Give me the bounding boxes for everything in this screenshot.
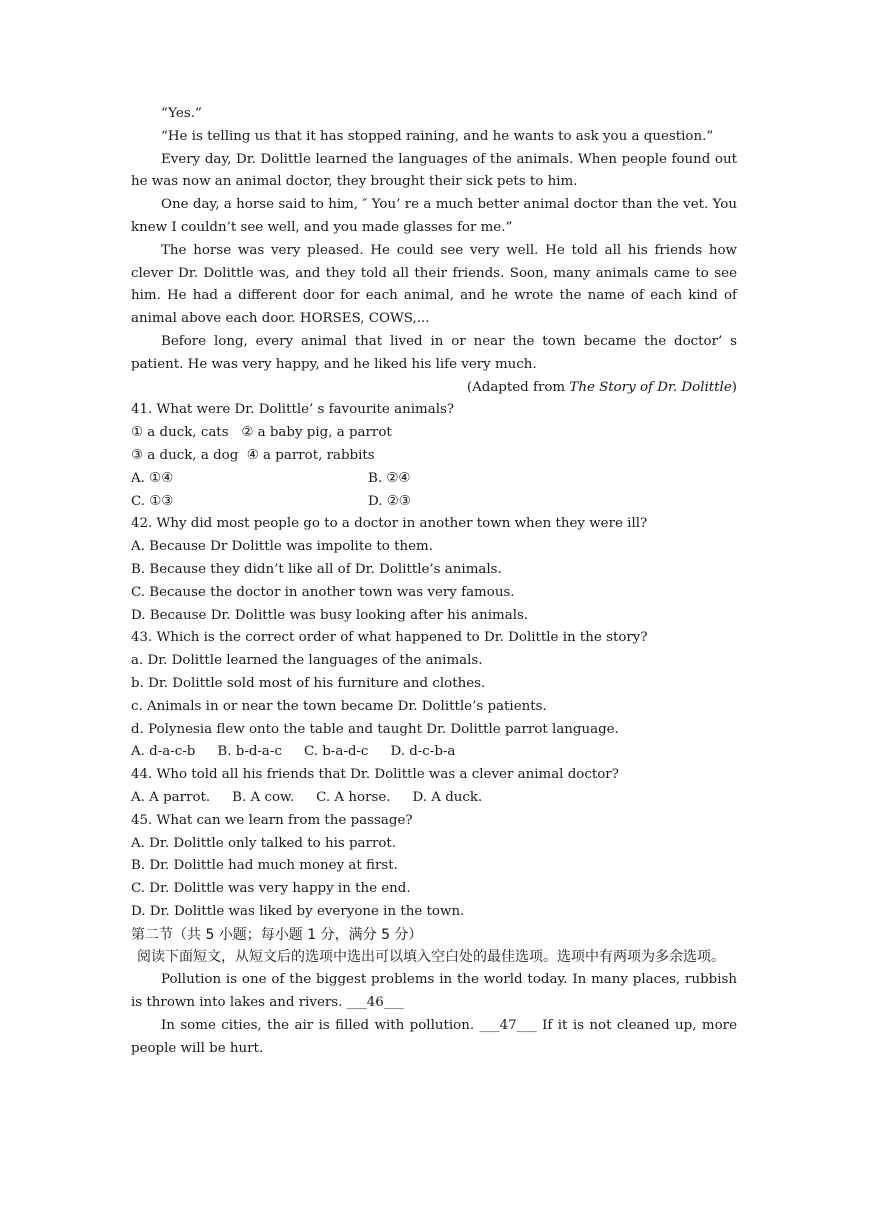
section-instruction: 阅读下面短文，从短文后的选项中选出可以填入空白处的最佳选项。选项中有两项为多余选项。 — [137, 949, 725, 966]
paragraph: Pollution is one of the biggest problems in the world today. In many places, rubbish is thrown into lakes and rivers. ___46___ — [131, 972, 737, 1011]
option-d: D. Because Dr. Dolittle was busy looking after his animals. — [131, 607, 529, 623]
option-b: B. Dr. Dolittle had much money at first. — [131, 858, 398, 874]
paragraph: The horse was very pleased. He could see very well. He told all his friends how clever Dr. Dolittle was, and they told all their friends. Soon, many animals came to see him. He had a different door for each animal, and he wrote the name of each kind of animal above each door. HORSES, COWS,... — [131, 242, 737, 327]
question-42-stem: 42. Why did most people go to a doctor in another town when they were ill? — [131, 516, 648, 532]
option-b: B. b-d-a-c — [217, 744, 282, 760]
question-41-choice-line: ③ a duck, a dog ④ a parrot, rabbits — [131, 447, 375, 463]
option-c: C. Because the doctor in another town was very famous. — [131, 584, 515, 600]
question-43-options — [131, 741, 737, 764]
event-d: d. Polynesia flew onto the table and taught Dr. Dolittle parrot language. — [131, 721, 619, 737]
option-d: D. A duck. — [412, 789, 483, 805]
event-b: b. Dr. Dolittle sold most of his furniture and clothes. — [131, 675, 486, 691]
paragraph: “Yes.” — [161, 106, 202, 121]
paragraph: One day, a horse said to him, ″ You’ re a much better animal doctor than the vet. You knew I couldn’t see well, and you made glasses for me.” — [131, 197, 737, 235]
option-a: A. ①④ — [131, 470, 174, 486]
section-heading: 第二节（共 5 小题；每小题 1 分，满分 5 分） — [131, 926, 423, 943]
question-41-options — [131, 491, 737, 514]
source-citation: (Adapted from The Story of Dr. Dolittle) — [466, 379, 737, 395]
option-a: A. Dr. Dolittle only talked to his parrot. — [131, 835, 397, 851]
event-c: c. Animals in or near the town became Dr. Dolittle’s patients. — [131, 698, 547, 714]
source-title: The Story of Dr. Dolittle — [569, 379, 732, 395]
option-d: D. d-c-b-a — [390, 744, 456, 760]
paragraph: Before long, every animal that lived in or near the town became the doctor’ s patient. He was very happy, and he liked his life very much. — [131, 333, 737, 372]
question-41-stem: 41. What were Dr. Dolittle’ s favourite animals? — [131, 402, 455, 418]
document-page — [131, 103, 737, 1060]
option-c: C. ①③ — [131, 493, 174, 509]
paragraph: Every day, Dr. Dolittle learned the languages of the animals. When people found out he was now an animal doctor, they brought their sick pets to him. — [131, 151, 737, 190]
question-41-choice-line: ① a duck, cats ② a baby pig, a parrot — [131, 425, 392, 441]
option-c: C. A horse. — [316, 789, 391, 805]
option-c: C. b-a-d-c — [303, 744, 369, 760]
option-c: C. Dr. Dolittle was very happy in the end. — [131, 881, 411, 897]
question-43-stem: 43. Which is the correct order of what happened to Dr. Dolittle in the story? — [131, 630, 648, 646]
event-a: a. Dr. Dolittle learned the languages of the animals. — [131, 653, 483, 669]
option-d: D. Dr. Dolittle was liked by everyone in the town. — [131, 903, 465, 919]
paragraph: In some cities, the air is filled with pollution. ___47___ If it is not cleaned up, more people will be hurt. — [131, 1017, 737, 1056]
question-44-stem: 44. Who told all his friends that Dr. Dolittle was a clever animal doctor? — [131, 767, 619, 783]
paragraph: “He is telling us that it has stopped raining, and he wants to ask you a question.” — [161, 128, 714, 144]
question-41-options — [131, 468, 737, 491]
option-a: A. d-a-c-b — [131, 744, 196, 760]
option-d: D. ②③ — [368, 493, 411, 509]
option-a: A. Because Dr Dolittle was impolite to them. — [131, 539, 433, 555]
option-b: B. A cow. — [232, 789, 295, 805]
question-45-stem: 45. What can we learn from the passage? — [131, 812, 413, 828]
option-b: B. ②④ — [368, 470, 411, 486]
option-b: B. Because they didn’t like all of Dr. Dolittle’s animals. — [131, 561, 502, 577]
question-44-options — [131, 787, 737, 810]
option-a: A. A parrot. — [131, 789, 211, 805]
